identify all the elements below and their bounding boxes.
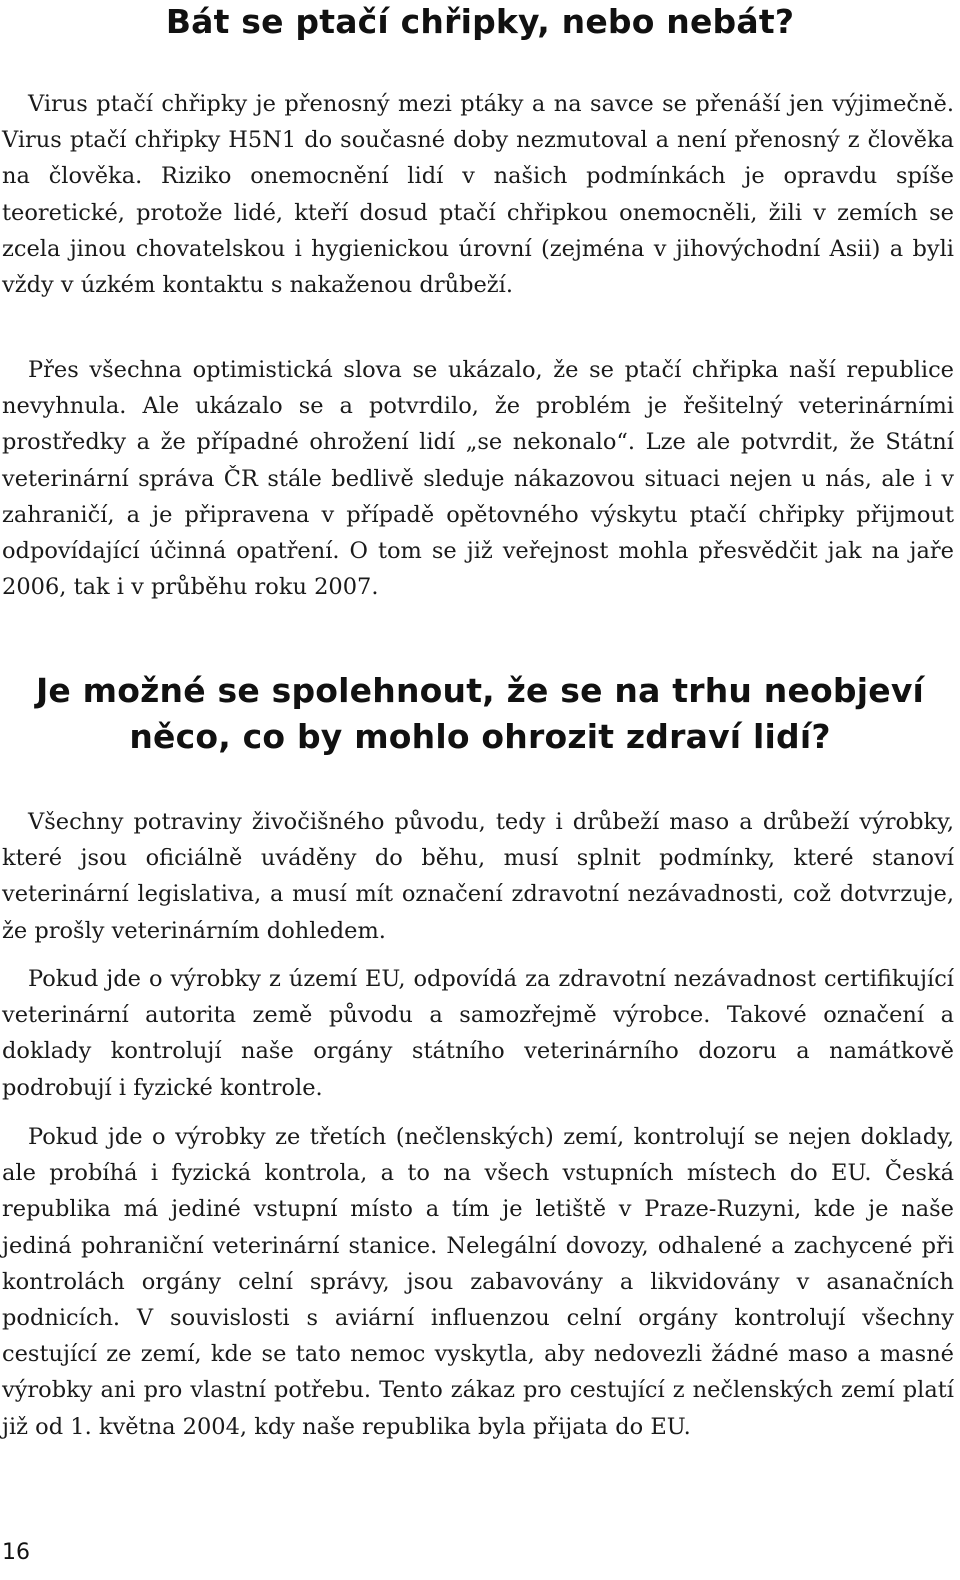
paragraph-third-country-products: Pokud jde o výrobky ze třetích (nečlenských) zemí, kontrolují se nejen doklady, ale probíhá i fyzická kontrola, a to na všech vstupních místech do EU. Česká republika má jediné vstupní místo a tím je letiště v Praze-Ruzyni, kde je naše jediná pohraniční veterinární stanice. Nelegální dovozy, odhalené a zachycené při kontrolách orgány celní správy, jsou zabavovány a likvidovány v asanačních podnicích. V souvislosti s aviární influenzou celní orgány kontrolují všechny cestující ze zemí, kde se tato nemoc vyskytla, aby nedovezli žádné maso a masné výrobky ani pro vlastní potřebu. Tento zákaz pro cestující z nečlenských zemí platí již od 1. května 2004, kdy naše republika byla přijata do EU. bbox=[2, 1124, 954, 1440]
paragraph-virus-transmission: Virus ptačí chřipky je přenosný mezi ptáky a na savce se přenáší jen výjimečně. Virus ptačí chřipky H5N1 do současné doby nezmutoval a není přenosný z člověka na člověka. Riziko onemocnění lidí v našich podmínkách je opravdu spíše teoretické, protože lidé, kteří dosud ptačí chřipkou onemocněli, žili v zemích se zcela jinou chovatelskou i hygienickou úrovní (zejména v jihovýchodní Asii) a byli vždy v úzkém kontaktu s nakaženou drůbeží. bbox=[2, 91, 954, 299]
section-title-market-safety: Je možné se spolehnout, že se na trhu neobjeví něco, co by mohlo ohrozit zdraví lidí? bbox=[35, 671, 925, 756]
section-title-bird-flu: Bát se ptačí chřipky, nebo nebát? bbox=[165, 2, 795, 41]
paragraph-animal-products: Všechny potraviny živočišného původu, tedy i drůbeží maso a drůbeží výrobky, které jsou oficiálně uváděny do běhu, musí splnit podmínky, které stanoví veterinární legislativa, a musí mít označení zdravotní nezávadnosti, což dotvrzuje, že prošly veterinárním dohledem. bbox=[2, 809, 954, 944]
paragraph-optimistic-words: Přes všechna optimistická slova se ukázalo, že se ptačí chřipka naší republice nevyhnula. Ale ukázalo se a potvrdilo, že problém je řešitelný veterinárními prostředky a že případné ohrožení lidí „se nekonalo“. Lze ale potvrdit, že Státní veterinární správa ČR stále bedlivě sleduje nákazovou situaci nejen u nás, ale i v zahraničí, a je připravena v případě opětovného výskytu ptačí chřipky přijmout odpovídající účinná opatření. O tom se již veřejnost mohla přesvědčit jak na jaře 2006, tak i v průběhu roku 2007. bbox=[2, 357, 954, 601]
page-number: 16 bbox=[2, 1540, 30, 1565]
paragraph-eu-products: Pokud jde o výrobky z území EU, odpovídá za zdravotní nezávadnost certifikující veterinární autorita země původu a samozřejmě výrobce. Takové označení a doklady kontrolují naše orgány státního veterinárního dozoru a namátkově podrobují i fyzické kontrole. bbox=[2, 966, 954, 1101]
